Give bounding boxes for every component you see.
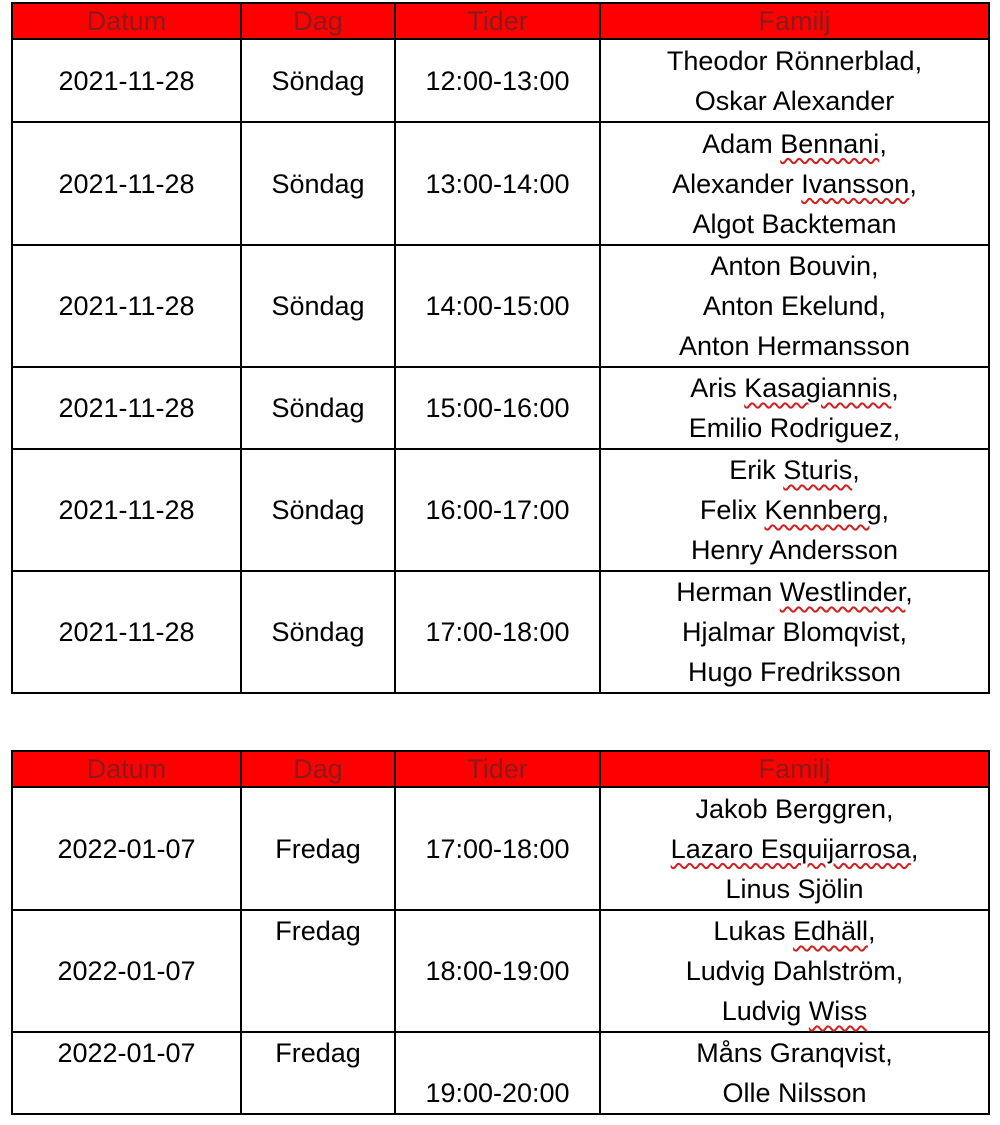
time-cell: 17:00-18:00 bbox=[395, 571, 600, 693]
family-name: Adam Bennani, bbox=[702, 128, 887, 159]
table-row bbox=[12, 787, 989, 910]
date-cell: 2022-01-07 bbox=[12, 910, 241, 1032]
header-time: Tider bbox=[395, 751, 600, 787]
family-cell bbox=[600, 39, 989, 122]
header-time: Tider bbox=[395, 3, 600, 39]
day-cell: Söndag bbox=[241, 245, 395, 367]
table-row bbox=[12, 910, 989, 1032]
family-name: Herman Westlinder, bbox=[676, 577, 913, 607]
family-name: Henry Andersson bbox=[690, 535, 899, 565]
family-name: Algot Backteman bbox=[692, 208, 897, 239]
family-name: Linus Sjölin bbox=[725, 873, 864, 904]
day-cell: Fredag bbox=[241, 787, 395, 910]
table-row bbox=[12, 39, 989, 122]
day-cell: Söndag bbox=[241, 39, 395, 122]
family-name: Hjalmar Blomqvist, bbox=[681, 617, 908, 647]
family-name: Ludvig Wiss bbox=[721, 996, 868, 1026]
family-name: Ludvig Dahlström, bbox=[685, 956, 904, 986]
header-date: Datum bbox=[12, 3, 241, 39]
date-cell: 2022-01-07 bbox=[12, 787, 241, 910]
table-row bbox=[12, 1032, 989, 1114]
time-cell: 12:00-13:00 bbox=[395, 39, 600, 122]
family-name: Anton Hermansson bbox=[678, 331, 911, 361]
date-cell: 2021-11-28 bbox=[12, 367, 241, 449]
family-cell bbox=[600, 571, 989, 693]
day-cell: Fredag bbox=[241, 1032, 395, 1114]
date-cell: 2022-01-07 bbox=[12, 1032, 241, 1114]
family-name: Lazaro Esquijarrosa, bbox=[670, 833, 919, 864]
day-cell: Söndag bbox=[241, 122, 395, 245]
day-cell: Fredag bbox=[241, 910, 395, 1032]
family-cell bbox=[600, 122, 989, 245]
header-family: Familj bbox=[600, 751, 989, 787]
date-cell: 2021-11-28 bbox=[12, 245, 241, 367]
table-row bbox=[12, 367, 989, 449]
day-cell: Söndag bbox=[241, 449, 395, 571]
date-cell: 2021-11-28 bbox=[12, 571, 241, 693]
family-cell bbox=[600, 787, 989, 910]
time-cell: 19:00-20:00 bbox=[395, 1032, 600, 1114]
day-cell: Söndag bbox=[241, 367, 395, 449]
family-name: Jakob Berggren, bbox=[695, 793, 894, 824]
family-name: Lukas Edhäll, bbox=[713, 916, 876, 946]
date-cell: 2021-11-28 bbox=[12, 39, 241, 122]
header-day: Dag bbox=[241, 3, 395, 39]
time-cell: 17:00-18:00 bbox=[395, 787, 600, 910]
family-name: Emilio Rodriguez, bbox=[688, 413, 901, 443]
family-name: Olle Nilsson bbox=[722, 1078, 867, 1108]
table-row bbox=[12, 449, 989, 571]
schedule-table-january bbox=[11, 750, 990, 1115]
family-name: Hugo Fredriksson bbox=[687, 657, 902, 687]
day-cell: Söndag bbox=[241, 571, 395, 693]
family-name: Måns Granqvist, bbox=[696, 1038, 893, 1068]
family-cell bbox=[600, 367, 989, 449]
date-cell: 2021-11-28 bbox=[12, 122, 241, 245]
time-cell: 14:00-15:00 bbox=[395, 245, 600, 367]
family-name: Theodor Rönnerblad, bbox=[666, 45, 923, 76]
table-row bbox=[12, 245, 989, 367]
time-cell: 18:00-19:00 bbox=[395, 910, 600, 1032]
time-cell: 13:00-14:00 bbox=[395, 122, 600, 245]
header-row bbox=[12, 3, 989, 39]
header-family: Familj bbox=[600, 3, 989, 39]
family-name: Felix Kennberg, bbox=[699, 495, 890, 525]
header-day: Dag bbox=[241, 751, 395, 787]
family-name: Anton Bouvin, bbox=[710, 251, 879, 281]
family-name: Alexander Ivansson, bbox=[672, 168, 917, 199]
family-cell bbox=[600, 910, 989, 1032]
table-row bbox=[12, 571, 989, 693]
time-cell: 15:00-16:00 bbox=[395, 367, 600, 449]
header-date: Datum bbox=[12, 751, 241, 787]
time-cell: 16:00-17:00 bbox=[395, 449, 600, 571]
family-cell bbox=[600, 449, 989, 571]
family-name: Erik Sturis, bbox=[729, 455, 860, 485]
family-cell bbox=[600, 245, 989, 367]
family-name: Oskar Alexander bbox=[694, 85, 895, 116]
schedule-table-november bbox=[11, 2, 990, 694]
family-name: Anton Ekelund, bbox=[702, 291, 887, 321]
date-cell: 2021-11-28 bbox=[12, 449, 241, 571]
family-name: Aris Kasagiannis, bbox=[690, 373, 899, 403]
table-row bbox=[12, 122, 989, 245]
header-row bbox=[12, 751, 989, 787]
family-cell bbox=[600, 1032, 989, 1114]
